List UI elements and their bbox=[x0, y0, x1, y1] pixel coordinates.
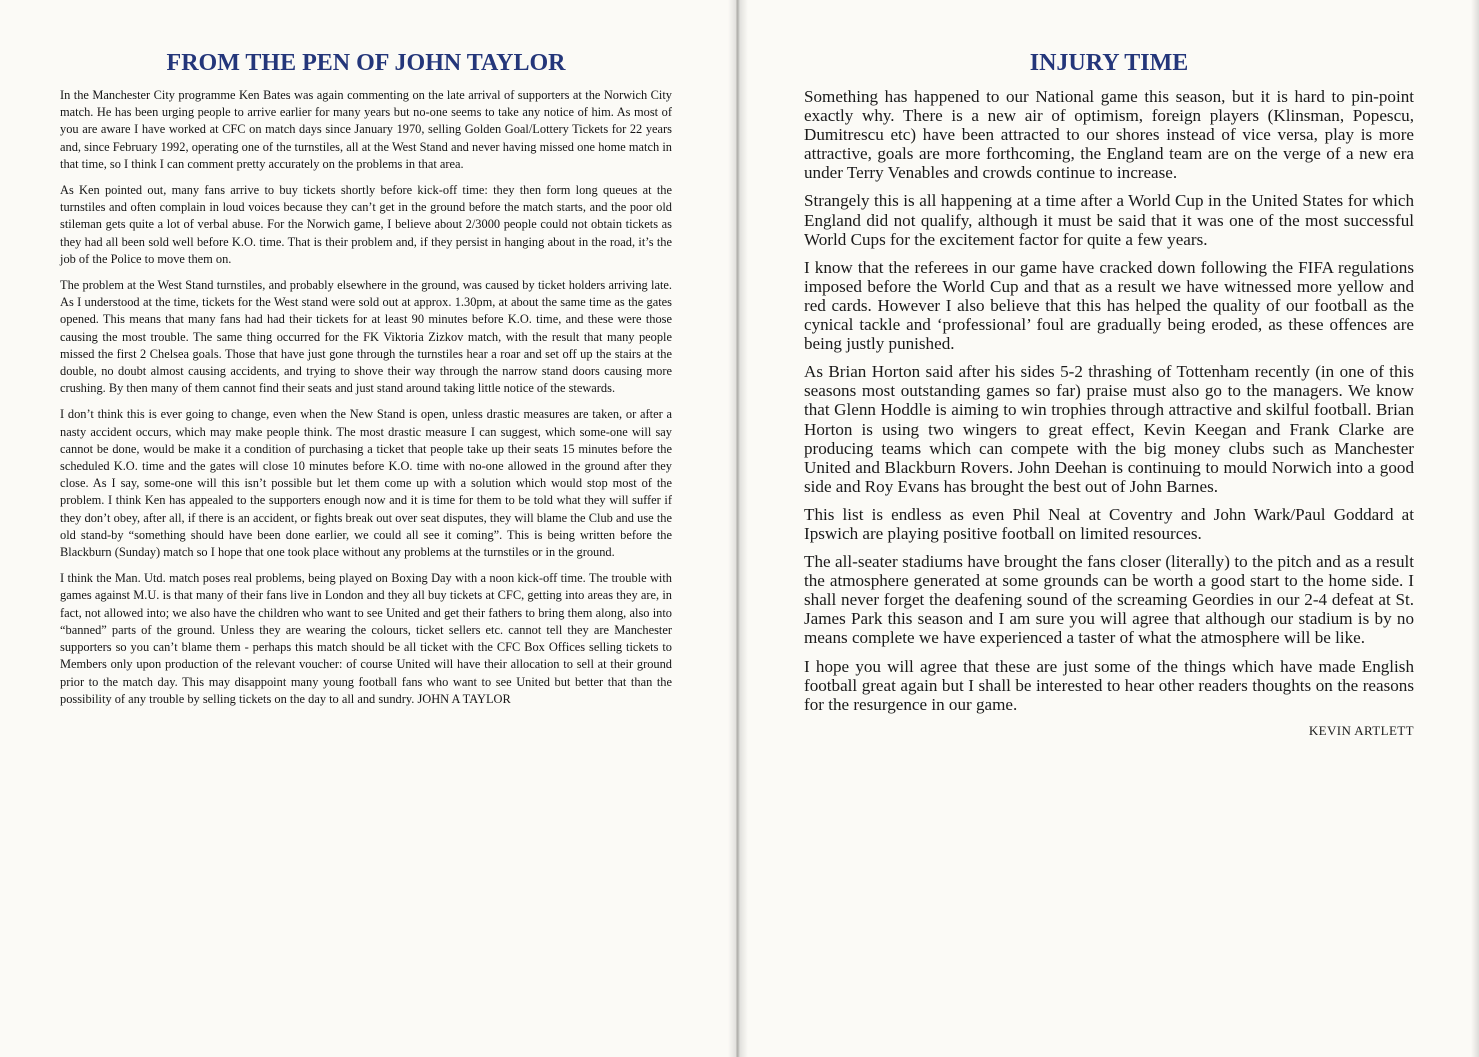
author-signature: KEVIN ARTLETT bbox=[1308, 722, 1414, 738]
right-article bbox=[804, 50, 1414, 739]
left-page bbox=[0, 0, 736, 1057]
right-paragraph-6: The all-seater stadiums have brought the fans closer (literally) to the pitch and as a result the atmosphere generated at some grounds can be worth a good start to the home side. I shall never forget the deafening sound of the screaming Geordies in our 2-4 defeat at St. James Park this season and I am sure you will agree that although our stadium is by no means complete we have experienced a taster of what the atmosphere will be like. bbox=[804, 552, 1414, 648]
left-paragraph-4: I don’t think this is ever going to change, even when the New Stand is open, unless drastic measures are taken, or after a nasty accident occurs, which may make people think. The most drastic measure I can suggest, which some-one will say cannot be done, would be make it a condition of purchasing a ticket that people take up their seats 15 minutes before the scheduled K.O. time and the gates will close 10 minutes before K.O. time with no-one allowed in the ground after they close. As I say, some-one will this isn’t possible but let them come up with a solution which would stop most of the problem. I think Ken has appealed to the supporters enough now and it is time for them to be told what they will suffer if they don’t obey, after all, if there is an accident, or fights break out over seat disputes, they will blame the Club and use the old stand-by “something should have been done earlier, we could all see it coming”. This is being written before the Blackburn (Sunday) match so I hope that one took place without any problems at the turnstiles or in the ground. bbox=[60, 407, 672, 560]
right-paragraph-3: I know that the referees in our game have cracked down following the FIFA regulations imposed before the World Cup and that as a result we have witnessed more yellow and red cards. However I also believe that this has helped the quality of our football as the cynical tackle and ‘professional’ foul are gradually being eroded, as these offences are being justly punished. bbox=[804, 257, 1414, 354]
left-paragraph-1: In the Manchester City programme Ken Bates was again commenting on the late arrival of supporters at the Norwich City match. He has been urging people to arrive earlier for many years but no-one seems to take any notice of him. As most of you are aware I have worked at CFC on match days since January 1970, selling Golden Goal/Lottery Tickets for 22 years and, since February 1992, operating one of the turnstiles, all at the West Stand and never having missed one home match in that time, so I think I can comment pretty accurately on the problems in that area. bbox=[60, 88, 672, 171]
right-paragraph-1: Something has happened to our National game this season, but it is hard to pin-point exactly why. There is a new air of optimism, foreign players (Klinsman, Popescu, Dumitrescu etc) have been attracted to our shores instead of vice versa, play is more attractive, goals are more forthcoming, the England team are on the verge of a new era under Terry Venables and crowds continue to increase. bbox=[804, 87, 1414, 183]
right-paragraph-2: Strangely this is all happening at a time after a World Cup in the United States for which England did not qualify, although it must be said that it was one of the most successful World Cups for the excitement factor for quite a few years. bbox=[804, 191, 1414, 249]
right-paragraph-4: As Brian Horton said after his sides 5-2 thrashing of Tottenham recently (in one of this seasons most outstanding games so far) praise must also go to the managers. We know that Glenn Hoddle is aiming to win trophies through attractive and skilful football. Brian Horton is using two wingers to great effect, Kevin Keegan and Frank Clarke are producing teams which can compete with the big money clubs such as Manchester United and Blackburn Rovers. John Deehan is continuing to mould Norwich into a good side and Roy Evans has brought the best out of John Barnes. bbox=[804, 362, 1414, 496]
right-page bbox=[738, 0, 1479, 1057]
left-paragraph-5: I think the Man. Utd. match poses real problems, being played on Boxing Day with a noon kick-off time. The trouble with games against M.U. is that many of their fans live in London and they all buy tickets at CFC, getting into areas they are, in fact, not allowed into; we also have the children who want to see United and get their fathers to bring them along, also into “banned” parts of the ground. Unless they are wearing the colours, ticket sellers etc. cannot tell they are Manchester supporters so you can’t blame them - perhaps this match should be all ticket with the CFC Box Offices selling tickets to Members only upon production of the relevant voucher: of course United will have their allocation to sell at their ground prior to the match day. This may disappoint many young football fans who want to see United but better that than the possibility of any trouble by selling tickets on the day to all and sundry. JOHN A TAYLOR bbox=[60, 571, 672, 706]
left-paragraph-3: The problem at the West Stand turnstiles, and probably elsewhere in the ground, was caused by ticket holders arriving late. As I understood at the time, tickets for the West stand were sold out at approx. 1.30pm, at about the same time as the gates opened. This means that many fans had had their tickets for at least 90 minutes before K.O. time, and these were those causing the most trouble. The same thing occurred for the FK Viktoria Zizkov match, with the result that many people missed the first 2 Chelsea goals. Those that have just gone through the turnstiles hear a roar and set off up the stairs at the double, no doubt almost causing accidents, and trying to shove their way through the narrow stand doors causing more crushing. By then many of them cannot find their seats and just stand around taking little notice of the stewards. bbox=[60, 278, 672, 396]
spine-gutter bbox=[728, 0, 748, 1057]
right-paragraph-5: This list is endless as even Phil Neal at Coventry and John Wark/Paul Goddard at Ipswich are playing positive football on limited resources. bbox=[804, 504, 1414, 543]
right-article-title: INJURY TIME bbox=[1029, 50, 1189, 76]
left-article bbox=[60, 50, 672, 717]
page-edge-shadow bbox=[1471, 0, 1479, 1057]
left-paragraph-2: As Ken pointed out, many fans arrive to buy tickets shortly before kick-off time: they then form long queues at the turnstiles and often complain in loud voices because they can’t get in the ground before the match starts, and the poor old stileman gets quite a lot of verbal abuse. For the Norwich game, I believe about 2/3000 people could not obtain tickets as they had all been sold well before K.O. time. That is their problem and, if they persist in hanging about in the road, it’s the job of the Police to move them on. bbox=[60, 183, 672, 266]
right-paragraph-7: I hope you will agree that these are just some of the things which have made English football great again but I shall be interested to hear other readers thoughts on the reasons for the resurgence in our game. bbox=[804, 656, 1414, 714]
left-article-title: FROM THE PEN OF JOHN TAYLOR bbox=[166, 50, 566, 76]
